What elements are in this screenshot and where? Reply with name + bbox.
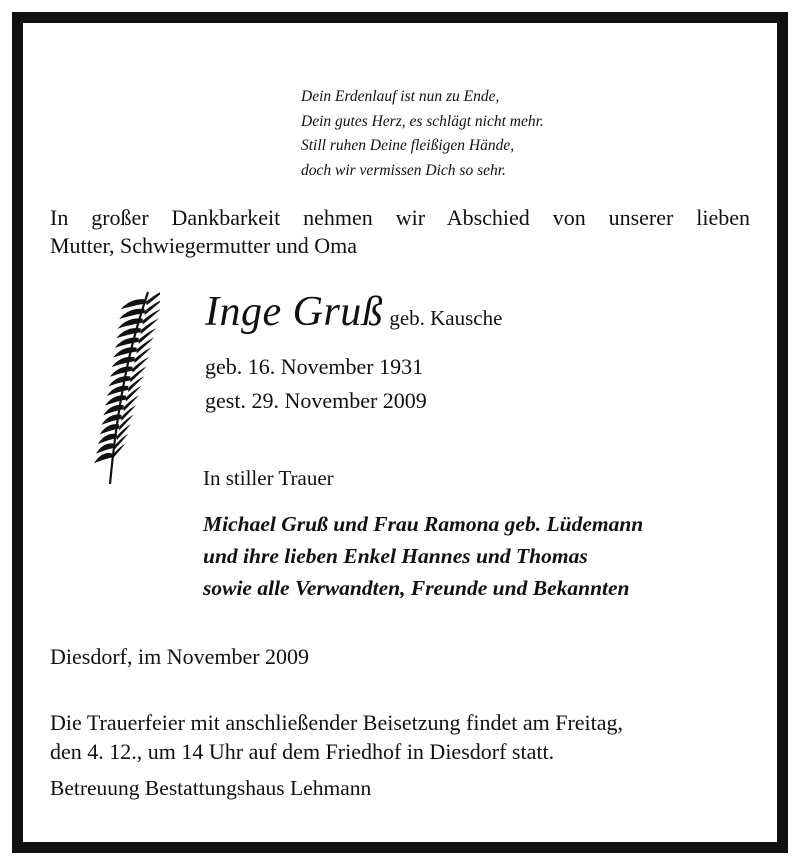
- bereaved-list: [203, 508, 643, 604]
- life-dates: [205, 350, 427, 418]
- poem-line: doch wir vermissen Dich so sehr.: [301, 161, 506, 179]
- bereaved-line: sowie alle Verwandten, Freunde und Bekannten: [203, 576, 630, 600]
- poem-line: Dein gutes Herz, es schlägt nicht mehr.: [301, 112, 544, 130]
- intro-line-2: Mutter, Schwiegermutter und Oma: [50, 233, 358, 258]
- mourning-label: In stiller Trauer: [203, 466, 334, 490]
- poem-line: Dein Erdenlauf ist nun zu Ende,: [301, 88, 500, 105]
- undertaker: Betreuung Bestattungshaus Lehmann: [50, 776, 372, 800]
- maiden-name: geb. Kausche: [389, 306, 503, 330]
- funeral-line-1: Die Trauerfeier mit anschließender Beisetzung findet am Freitag,: [50, 710, 624, 735]
- birth-date: geb. 16. November 1931: [205, 354, 424, 379]
- intro-line-1: In großer Dankbarkeit nehmen wir Abschied von unserer lieben: [50, 205, 750, 230]
- deceased-name: Inge Gruß: [205, 289, 384, 335]
- palm-leaf-icon: [70, 288, 160, 488]
- funeral-line-2: den 4. 12., um 14 Uhr auf dem Friedhof in Diesdorf statt.: [50, 739, 555, 764]
- poem: [301, 85, 544, 183]
- place-date: Diesdorf, im November 2009: [50, 644, 310, 669]
- bereaved-line: Michael Gruß und Frau Ramona geb. Lüdemann: [203, 512, 644, 536]
- death-date: gest. 29. November 2009: [205, 388, 427, 413]
- deceased-name-line: [205, 288, 502, 336]
- bereaved-line: und ihre lieben Enkel Hannes und Thomas: [203, 544, 588, 568]
- poem-line: Still ruhen Deine fleißigen Hände,: [301, 137, 515, 154]
- funeral-notice: [50, 708, 623, 766]
- intro-text: [50, 204, 750, 260]
